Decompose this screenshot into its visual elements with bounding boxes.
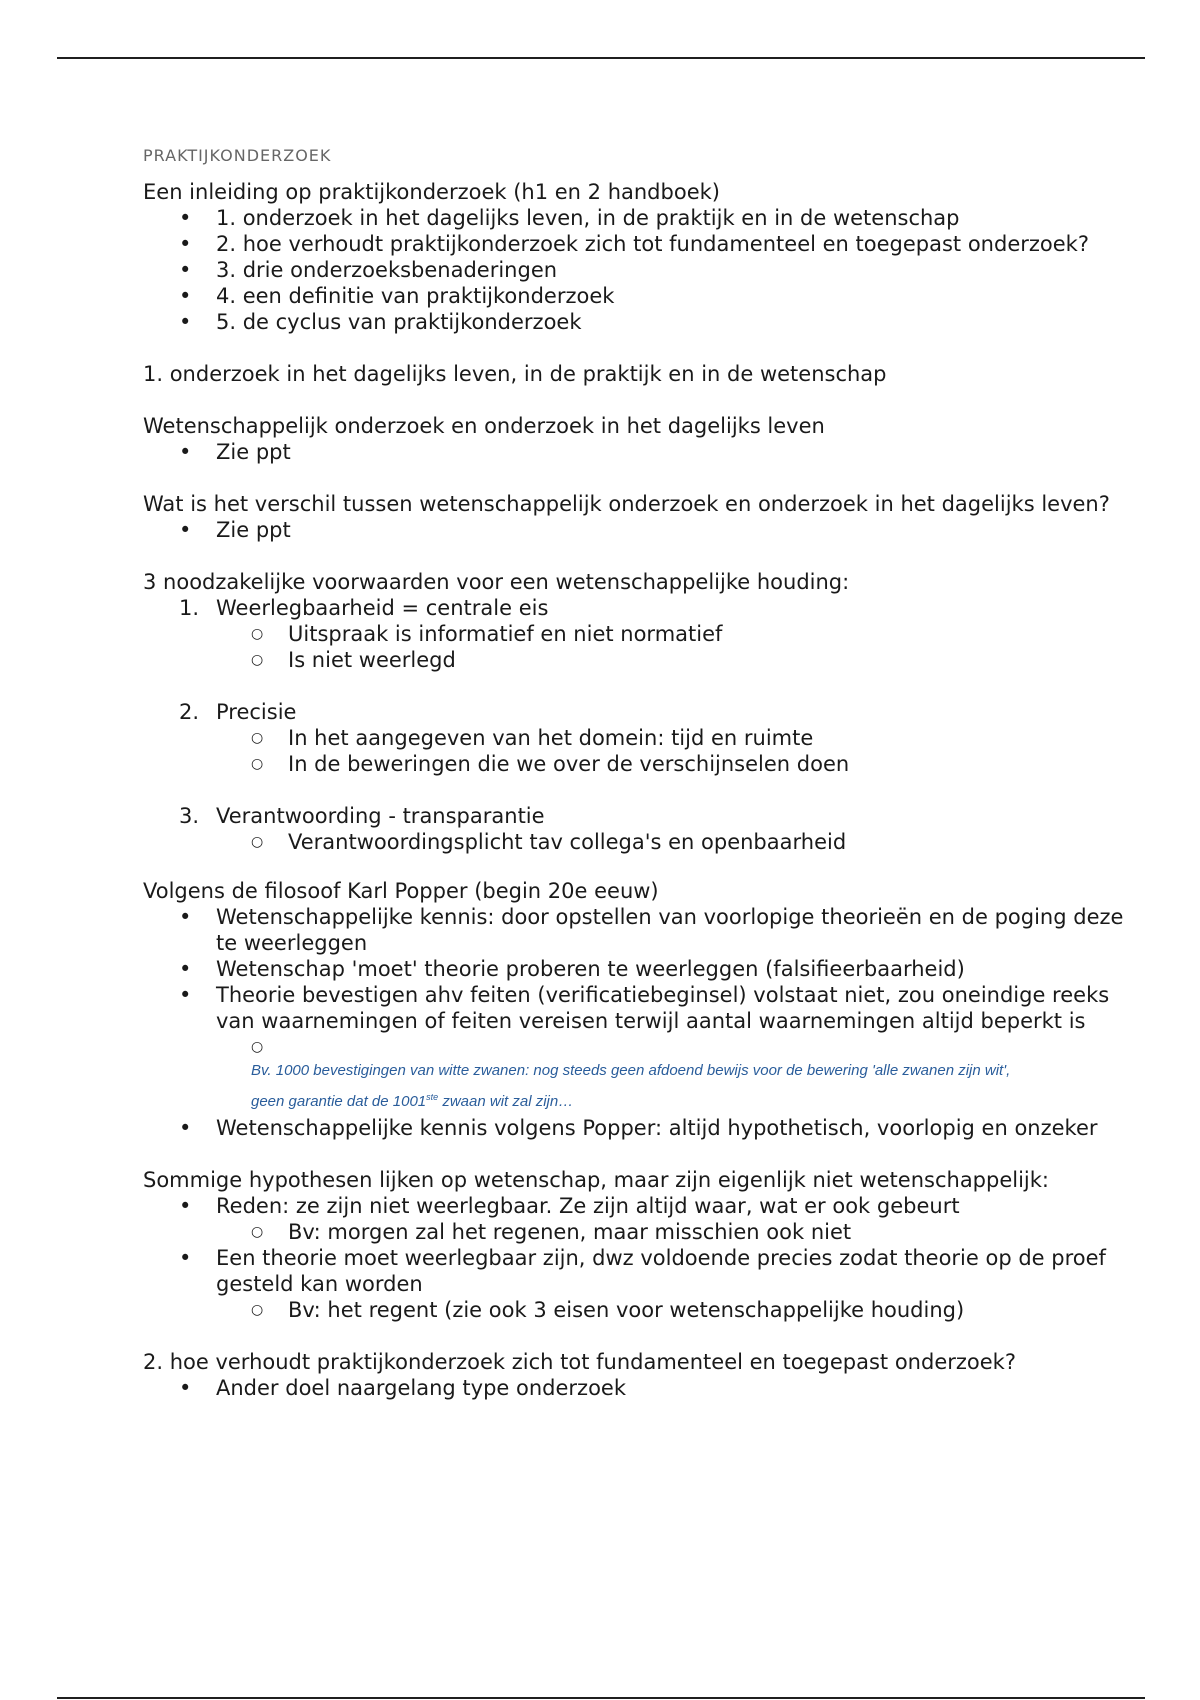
swan-example-note (143, 1058, 1143, 1115)
sub1-heading: Wetenschappelijk onderzoek en onderzoek in het dagelijks leven (143, 414, 825, 438)
bottom-rule (57, 1697, 1145, 1699)
list-item (143, 699, 1143, 803)
item-number: 1. (179, 596, 200, 620)
sub-list (216, 725, 1143, 777)
list-item: • 1. onderzoek in het dagelijks leven, in de praktijk en in de wetenschap (143, 205, 1143, 231)
sub2-heading: Wat is het verschil tussen wetenschappelijk onderzoek en onderzoek in het dagelijks leven? (143, 492, 1110, 516)
item-number: 2. (179, 700, 200, 724)
list-item: • Wetenschap 'moet' theorie proberen te weerleggen (falsifieerbaarheid) (143, 956, 1143, 982)
popper-list (143, 904, 1143, 1141)
top-rule (57, 57, 1145, 59)
sub2-list (143, 517, 1143, 543)
list-item (143, 1193, 1143, 1245)
item-text: Reden: ze zijn niet weerlegbaar. Ze zijn altijd waar, wat er ook gebeurt (216, 1194, 960, 1218)
list-item: • 4. een definitie van praktijkonderzoek (143, 283, 1143, 309)
item-label: Weerlegbaarheid = centrale eis (216, 596, 549, 620)
list-item (143, 803, 1143, 855)
hypotheses-heading: Sommige hypothesen lijken op wetenschap, maar zijn eigenlijk niet wetenschappelijk: (143, 1168, 1050, 1192)
note-line: Bv. 1000 bevestigingen van witte zwanen: nog steeds geen afdoend bewijs voor de bewering 'alle zwanen zijn wit', (251, 1062, 1011, 1079)
sub-item: ○ In het aangegeven van het domein: tijd en ruimte (143, 725, 1143, 751)
note-text: geen garantie dat de 1001 (251, 1093, 427, 1110)
list-item: • Wetenschappelijke kennis volgens Popper: altijd hypothetisch, voorlopig en onzeker (143, 1115, 1143, 1141)
sub-item: ○ Uitspraak is informatief en niet normatief (143, 621, 1143, 647)
list-item: • Ander doel naargelang type onderzoek (143, 1375, 1143, 1401)
list-item: • 5. de cyclus van praktijkonderzoek (143, 309, 1143, 335)
document-header: PRAKTIJKONDERZOEK (143, 146, 332, 165)
sub-list (216, 1219, 1143, 1245)
empty-sub-item (216, 1034, 1143, 1058)
intro-list (143, 205, 1143, 335)
item-label: Verantwoording - transparantie (216, 804, 545, 828)
list-item (143, 1245, 1143, 1323)
list-item (143, 595, 1143, 699)
item-text: Een theorie moet weerlegbaar zijn, dwz voldoende precies zodat theorie op de proef gesteld kan worden (216, 1246, 1106, 1296)
sub-item: ○ Verantwoordingsplicht tav collega's en openbaarheid (143, 829, 1143, 855)
conditions-list (143, 595, 1143, 855)
sub-list (216, 621, 1143, 673)
sub-list (216, 1297, 1143, 1323)
section2-list (143, 1375, 1143, 1401)
list-item (143, 982, 1143, 1115)
list-item: • Zie ppt (143, 517, 1143, 543)
list-item: • Wetenschappelijke kennis: door opstellen van voorlopige theorieën en de poging deze te weerleggen (143, 904, 1143, 956)
note-superscript: ste (426, 1092, 439, 1102)
hypotheses-list (143, 1193, 1143, 1323)
item-label: Precisie (216, 700, 297, 724)
document-page (143, 146, 1143, 1401)
sub1-list (143, 439, 1143, 465)
note-text: zwaan wit zal zijn… (438, 1093, 574, 1110)
item-text: Theorie bevestigen ahv feiten (verificatiebeginsel) volstaat niet, zou oneindige reeks van waarnemingen of feiten vereisen terwijl aantal waarnemingen altijd beperkt is (216, 983, 1110, 1033)
sub-item: ○ Bv: het regent (zie ook 3 eisen voor wetenschappelijke houding) (143, 1297, 1143, 1323)
section2-heading: 2. hoe verhoudt praktijkonderzoek zich tot fundamenteel en toegepast onderzoek? (143, 1350, 1016, 1374)
note-line (251, 1084, 1143, 1115)
list-item: • 2. hoe verhoudt praktijkonderzoek zich tot fundamenteel en toegepast onderzoek? (143, 231, 1143, 257)
sub-list (216, 829, 1143, 855)
popper-heading: Volgens de filosoof Karl Popper (begin 20e eeuw) (143, 879, 659, 903)
item-number: 3. (179, 804, 200, 828)
list-item: • Zie ppt (143, 439, 1143, 465)
section1-heading: 1. onderzoek in het dagelijks leven, in de praktijk en in de wetenschap (143, 362, 887, 386)
sub-item: ○ Bv: morgen zal het regenen, maar misschien ook niet (143, 1219, 1143, 1245)
intro-heading: Een inleiding op praktijkonderzoek (h1 en 2 handboek) (143, 180, 720, 204)
sub-item: ○ In de beweringen die we over de verschijnselen doen (143, 751, 1143, 777)
sub-item: ○ Is niet weerlegd (143, 647, 1143, 673)
list-item: • 3. drie onderzoeksbenaderingen (143, 257, 1143, 283)
conditions-heading: 3 noodzakelijke voorwaarden voor een wetenschappelijke houding: (143, 570, 850, 594)
